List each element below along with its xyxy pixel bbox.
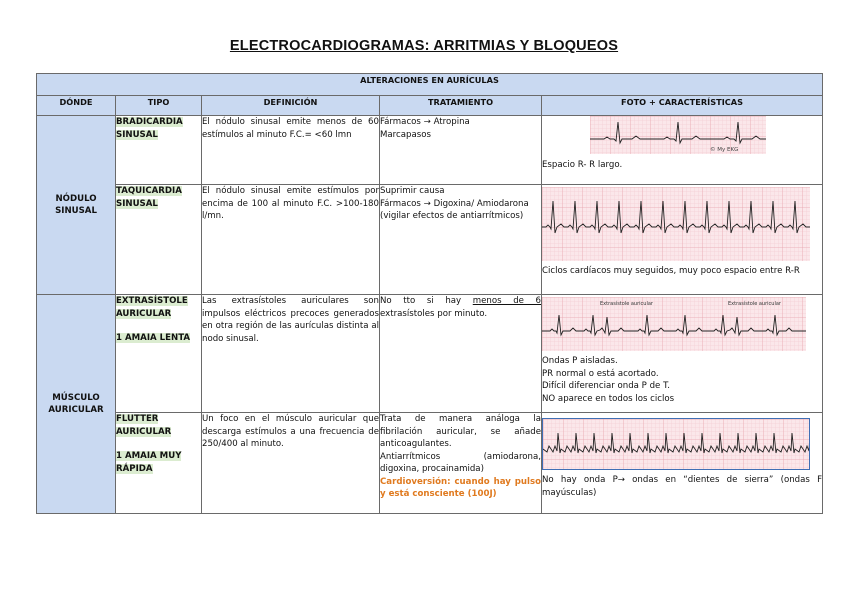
section-header: ALTERACIONES EN AURÍCULAS bbox=[37, 74, 823, 96]
tratamiento-line: Antiarrítmicos (amiodarona, digoxina, procainamida) bbox=[380, 451, 541, 474]
table-row bbox=[37, 116, 823, 185]
tipo-label: BRADICARDIA SINUSAL bbox=[116, 117, 183, 140]
tipo-cell bbox=[116, 116, 202, 185]
tipo-sub-label: 1 AMAIA MUY RÁPIDA bbox=[116, 451, 182, 474]
tratamiento-cardioversion: Cardioversión: cuando hay pulso y está consciente (100J) bbox=[380, 476, 541, 499]
ecg-extrasistole bbox=[542, 297, 806, 351]
column-header-donde: DÓNDE bbox=[37, 96, 116, 116]
tipo-cell bbox=[116, 413, 202, 514]
ecg-label: Extrasístole auricular bbox=[728, 301, 781, 307]
tratamiento-line: Fármacos → Digoxina/ Amiodarona bbox=[380, 198, 529, 209]
ecg-flutter bbox=[542, 418, 810, 470]
tipo-sub-label: 1 AMAIA LENTA bbox=[116, 333, 191, 343]
tratamiento-cell bbox=[380, 295, 542, 413]
tratamiento-cell bbox=[380, 185, 542, 295]
definicion-cell: Un foco en el músculo auricular que descarga estímulos a una frecuencia de 250/400 al minuto. bbox=[202, 413, 380, 514]
column-header-tratamiento: TRATAMIENTO bbox=[380, 96, 542, 116]
caracteristicas-text: Ciclos cardíacos muy seguidos, muy poco espacio entre R-R bbox=[542, 266, 800, 276]
document-title: ELECTROCARDIOGRAMAS: ARRITMIAS Y BLOQUEOS bbox=[229, 38, 619, 54]
tratamiento-underlined: menos de 6 bbox=[472, 296, 541, 306]
caracteristicas-line: Difícil diferenciar onda P de T. bbox=[542, 381, 671, 391]
foto-cell bbox=[542, 295, 823, 413]
tipo-cell bbox=[116, 295, 202, 413]
ecg-taquicardia bbox=[542, 187, 810, 261]
where-label: MÚSCULO AURICULAR bbox=[48, 393, 104, 415]
where-nodulo-sinusal bbox=[37, 116, 116, 295]
ecg-label: Extrasístole auricular bbox=[600, 301, 653, 307]
tipo-label: FLUTTER AURICULAR bbox=[116, 414, 172, 437]
caracteristicas-line: PR normal o está acortado. bbox=[542, 368, 659, 379]
tratamiento-cell bbox=[380, 413, 542, 514]
table-row bbox=[37, 185, 823, 295]
arrhythmia-table bbox=[36, 73, 823, 514]
tratamiento-text: No tto si hay bbox=[380, 296, 473, 306]
where-label: NÓDULO SINUSAL bbox=[55, 194, 97, 216]
where-musculo-auricular bbox=[37, 295, 116, 514]
ecg-bradicardia bbox=[590, 116, 766, 154]
tratamiento-line: Suprimir causa bbox=[380, 186, 445, 196]
tratamiento-line: Fármacos → Atropina bbox=[380, 117, 470, 127]
foto-cell bbox=[542, 185, 823, 295]
tipo-label: EXTRASÍSTOLE AURICULAR bbox=[116, 296, 188, 319]
definicion-cell: El nódulo sinusal emite menos de 60 estímulos al minuto F.C.= <60 lmn bbox=[202, 116, 380, 185]
tratamiento-line: (vigilar efectos de antiarrítmicos) bbox=[380, 211, 524, 221]
foto-cell bbox=[542, 413, 823, 514]
table-row bbox=[37, 295, 823, 413]
definicion-cell: Las extrasístoles auriculares son impulsos eléctricos precoces generados en otra región de las aurículas distinta al nodo sinusal. bbox=[202, 295, 380, 413]
column-header-definicion: DEFINICIÓN bbox=[202, 96, 380, 116]
caracteristicas-line: NO aparece en todos los ciclos bbox=[542, 393, 675, 404]
tratamiento-cell bbox=[380, 116, 542, 185]
tratamiento-line: Trata de manera análoga la fibrilación auricular, se añade anticoagulantes. bbox=[380, 414, 541, 449]
tratamiento-line: Marcapasos bbox=[380, 129, 431, 140]
column-header-foto: FOTO + CARACTERÍSTICAS bbox=[542, 96, 823, 116]
tratamiento-text: extrasístoles por minuto. bbox=[380, 308, 488, 319]
table-row bbox=[37, 413, 823, 514]
column-header-tipo: TIPO bbox=[116, 96, 202, 116]
foto-cell bbox=[542, 116, 823, 185]
caracteristicas-text: No hay onda P→ ondas en “dientes de sierra” (ondas F mayúsculas) bbox=[542, 475, 823, 498]
tipo-cell bbox=[116, 185, 202, 295]
tipo-label: TAQUICARDIA SINUSAL bbox=[116, 186, 182, 209]
definicion-cell: El nódulo sinusal emite estímulos por encima de 100 al minuto F.C. >100-180 l/mn. bbox=[202, 185, 380, 295]
caracteristicas-text: Espacio R- R largo. bbox=[542, 160, 623, 170]
caracteristicas-line: Ondas P aisladas. bbox=[542, 356, 618, 366]
ecg-watermark: © My EKG bbox=[710, 147, 739, 153]
